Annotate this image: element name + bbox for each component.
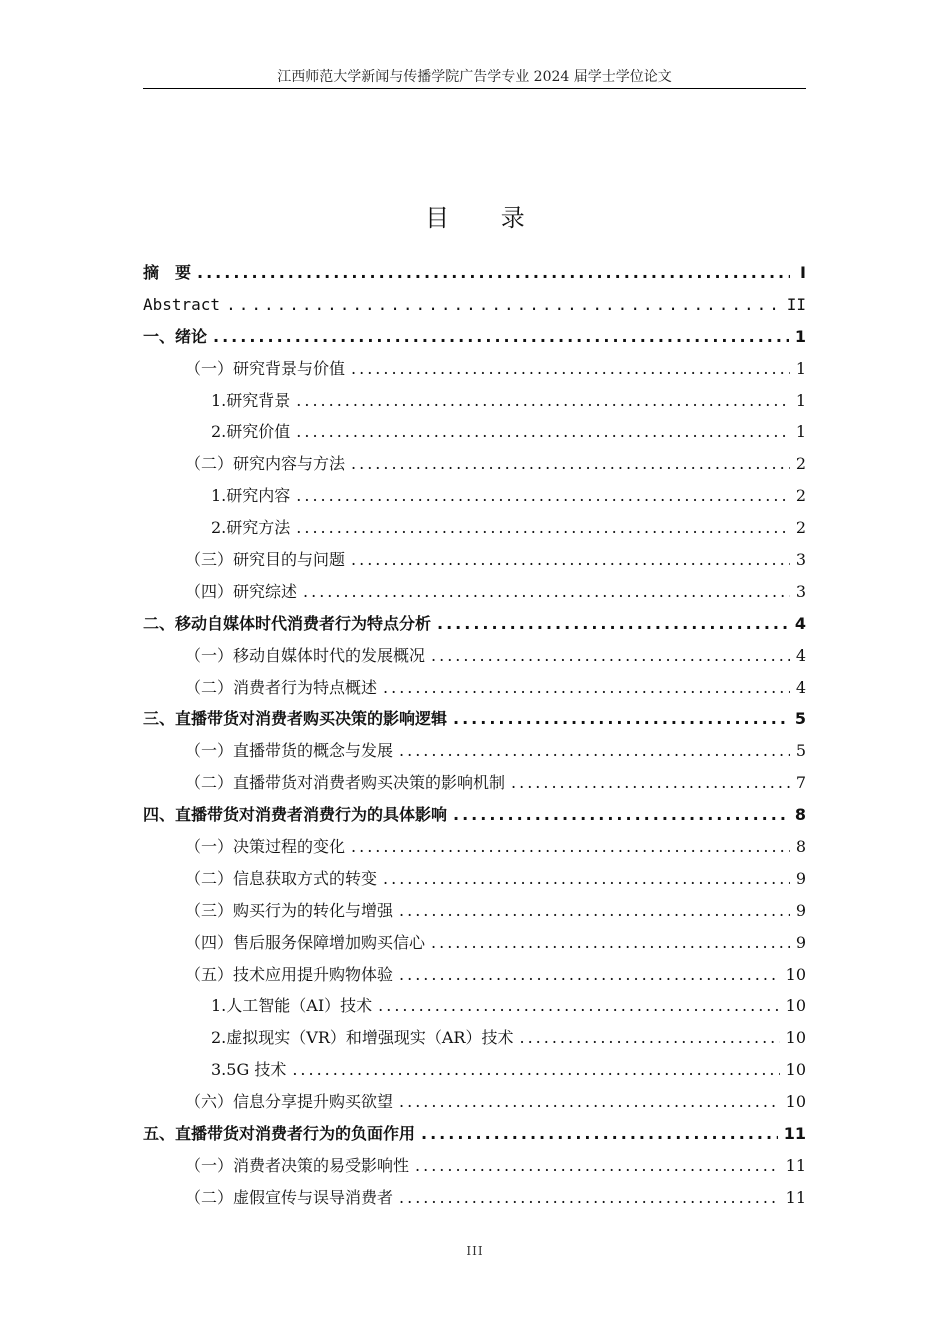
toc-page-number: 4 <box>795 645 806 665</box>
toc-entry[interactable]: （四）研究综述 ..... 3 <box>143 576 806 608</box>
toc-entry[interactable]: （四）售后服务保障增加购买信心 ..... 9 <box>143 927 806 959</box>
toc-leader-dots <box>453 799 789 831</box>
toc-entry[interactable]: （二）消费者行为特点概述 ..... 4 <box>143 672 806 704</box>
toc-page-number: 3 <box>795 550 806 570</box>
toc-page-number: 1 <box>794 326 806 346</box>
toc-entry[interactable]: （一）直播带货的概念与发展 ..... 5 <box>143 735 806 767</box>
toc-page-number: 1 <box>795 390 806 410</box>
toc-leader-dots <box>421 1118 778 1150</box>
toc-leader-dots <box>399 895 790 927</box>
toc-page-number: 11 <box>785 1187 806 1207</box>
toc-leader-dots <box>292 1054 779 1086</box>
toc-entry[interactable]: Abstract ..... II <box>143 289 806 321</box>
toc-leader-dots <box>351 831 790 863</box>
toc-entry[interactable]: 五、直播带货对消费者行为的负面作用 ..... 11 <box>143 1118 806 1150</box>
toc-page-number: 8 <box>794 805 806 825</box>
toc-leader-dots <box>399 959 780 991</box>
toc-page-number: 2 <box>795 518 806 538</box>
toc-entry[interactable]: （二）信息获取方式的转变 ..... 9 <box>143 863 806 895</box>
toc-page-number: 3 <box>795 581 806 601</box>
toc-leader-dots <box>431 640 790 672</box>
toc-page-number: 5 <box>795 741 806 761</box>
toc-leader-dots <box>453 703 789 735</box>
toc-page-number: II <box>786 294 806 314</box>
toc-page-number: 10 <box>785 1028 806 1048</box>
toc-entry[interactable]: （一）决策过程的变化 ..... 8 <box>143 831 806 863</box>
toc-leader-dots <box>383 672 790 704</box>
toc-page-number: 10 <box>785 964 806 984</box>
toc-entry[interactable]: （一）研究背景与价值 ..... 1 <box>143 353 806 385</box>
toc-entry[interactable]: 1.研究内容 ..... 2 <box>143 480 806 512</box>
toc-page-number: 9 <box>795 932 806 952</box>
toc-entry[interactable]: 2.研究价值 ..... 1 <box>143 416 806 448</box>
toc-leader-dots <box>519 1022 779 1054</box>
toc-page-number: 2 <box>795 486 806 506</box>
toc-page-number: 11 <box>785 1155 806 1175</box>
toc-page-number: 8 <box>795 837 806 857</box>
toc-leader-dots <box>296 512 790 544</box>
header-rule <box>143 88 806 89</box>
running-header: 江西师范大学新闻与传播学院广告学专业 2024 届学士学位论文 <box>277 69 672 85</box>
toc-page-number: 10 <box>785 1092 806 1112</box>
toc-leader-dots <box>431 927 790 959</box>
toc-entry[interactable]: 三、直播带货对消费者购买决策的影响逻辑 ..... 5 <box>143 703 806 735</box>
toc-page-number: 7 <box>795 773 806 793</box>
toc-leader-dots <box>351 448 790 480</box>
toc-leader-dots <box>351 353 790 385</box>
toc-leader-dots <box>296 480 790 512</box>
toc-entry[interactable]: 3.5G 技术 ..... 10 <box>143 1054 806 1086</box>
toc-entry[interactable]: （二）虚假宣传与误导消费者 ..... 11 <box>143 1182 806 1214</box>
toc-entry[interactable]: 二、移动自媒体时代消费者行为特点分析 ..... 4 <box>143 608 806 640</box>
toc-page-number: 10 <box>785 996 806 1016</box>
toc-page-number: 5 <box>794 709 806 729</box>
toc-leader-dots <box>399 735 790 767</box>
table-of-contents <box>143 257 806 1214</box>
toc-leader-dots <box>399 1086 780 1118</box>
toc-page-number: 1 <box>795 422 806 442</box>
toc-leader-dots <box>511 767 790 799</box>
toc-leader-dots <box>383 863 790 895</box>
toc-page-number: 11 <box>783 1124 806 1144</box>
toc-leader-dots <box>213 321 789 353</box>
toc-leader-dots <box>197 257 790 289</box>
toc-entry[interactable]: （一）消费者决策的易受影响性 ..... 11 <box>143 1150 806 1182</box>
toc-entry[interactable]: 一、绪论 ..... 1 <box>143 321 806 353</box>
toc-leader-dots <box>415 1150 780 1182</box>
toc-page-number: 4 <box>795 677 806 697</box>
toc-entry[interactable]: （五）技术应用提升购物体验 ..... 10 <box>143 959 806 991</box>
toc-entry[interactable]: （三）研究目的与问题 ..... 3 <box>143 544 806 576</box>
toc-title: 目 录 <box>425 204 547 232</box>
toc-page-number: 10 <box>785 1060 806 1080</box>
toc-page-number: 2 <box>795 454 806 474</box>
toc-entry[interactable]: （三）购买行为的转化与增强 ..... 9 <box>143 895 806 927</box>
toc-entry[interactable]: （六）信息分享提升购买欲望 ..... 10 <box>143 1086 806 1118</box>
toc-leader-dots <box>399 1182 780 1214</box>
page-number-footer: III <box>466 1244 484 1258</box>
toc-leader-dots <box>437 608 789 640</box>
toc-entry[interactable]: 四、直播带货对消费者消费行为的具体影响 ..... 8 <box>143 799 806 831</box>
toc-page-number: 9 <box>795 868 806 888</box>
toc-leader-dots <box>351 544 790 576</box>
toc-leader-dots <box>226 289 781 321</box>
toc-entry[interactable]: 1.研究背景 ..... 1 <box>143 385 806 417</box>
toc-entry[interactable]: （二）研究内容与方法 ..... 2 <box>143 448 806 480</box>
toc-leader-dots <box>296 385 790 417</box>
toc-entry[interactable]: （一）移动自媒体时代的发展概况 ..... 4 <box>143 640 806 672</box>
toc-entry[interactable]: （二）直播带货对消费者购买决策的影响机制 ..... 7 <box>143 767 806 799</box>
toc-entry[interactable]: 摘 要 ..... I <box>143 257 806 289</box>
toc-page-number: 4 <box>794 613 806 633</box>
toc-page-number: I <box>800 263 806 282</box>
toc-leader-dots <box>303 576 790 608</box>
toc-leader-dots <box>378 990 779 1022</box>
toc-page-number: 1 <box>795 358 806 378</box>
toc-entry[interactable]: 2.虚拟现实（VR）和增强现实（AR）技术 ..... 10 <box>143 1022 806 1054</box>
toc-page-number: 9 <box>795 900 806 920</box>
toc-leader-dots <box>296 416 790 448</box>
toc-entry[interactable]: 2.研究方法 ..... 2 <box>143 512 806 544</box>
toc-entry[interactable]: 1.人工智能（AI）技术 ..... 10 <box>143 990 806 1022</box>
